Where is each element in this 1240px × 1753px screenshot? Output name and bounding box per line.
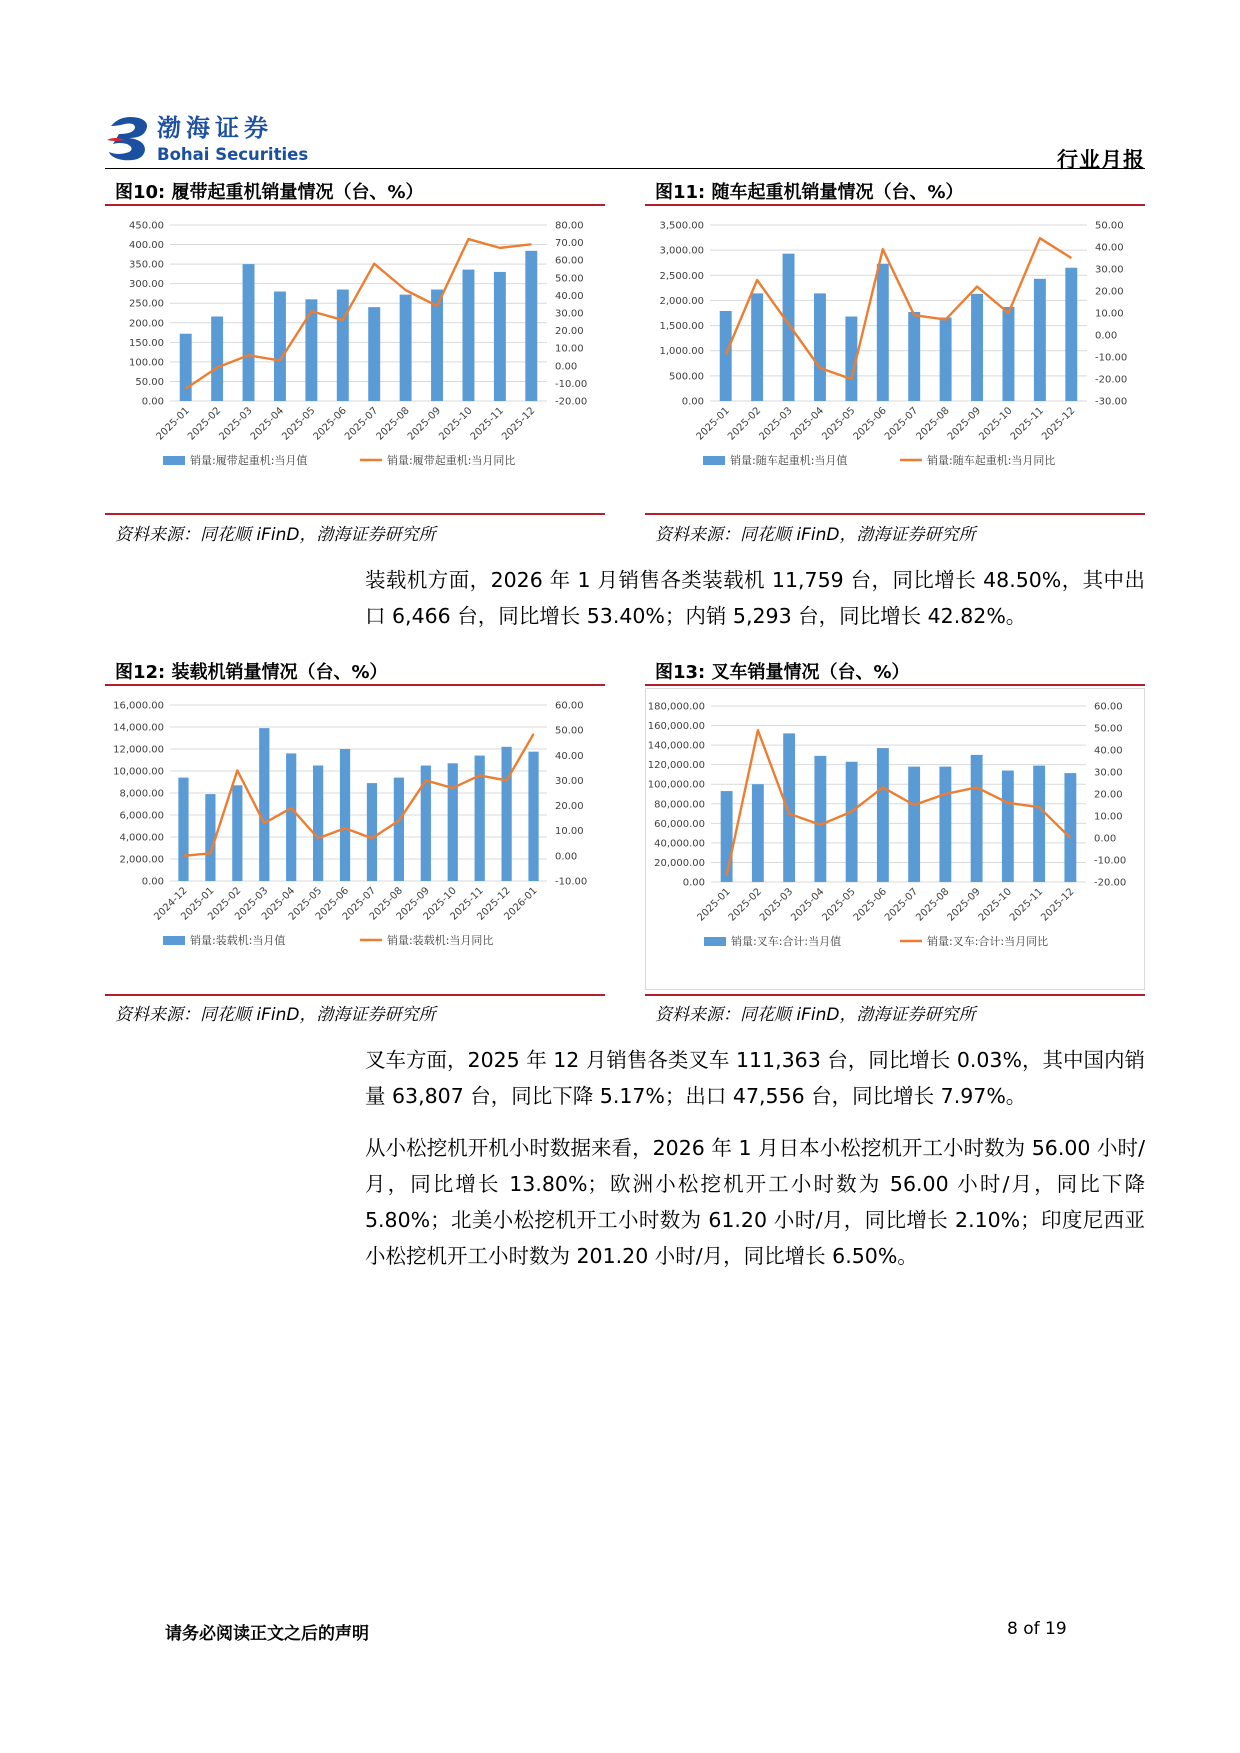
right-axis-tick-label: 30.00: [1094, 767, 1123, 779]
header-divider: [105, 168, 1145, 169]
bar: [1033, 766, 1045, 882]
category-tick-label: 2025-06: [851, 886, 889, 924]
left-axis-tick-label: 140,000.00: [647, 740, 705, 752]
right-axis-tick-label: 70.00: [555, 238, 584, 250]
bar: [313, 766, 323, 882]
category-tick-label: 2025-09: [394, 885, 432, 923]
line-point: [977, 286, 978, 287]
right-axis-tick-label: 60.00: [555, 700, 584, 712]
right-axis-tick-label: 30.00: [555, 308, 584, 320]
bar: [286, 753, 296, 881]
category-tick-label: 2025-04: [788, 405, 827, 443]
right-axis-tick-label: 20.00: [1094, 789, 1123, 801]
line-point: [405, 290, 406, 291]
right-axis-tick-label: -20.00: [1095, 374, 1128, 386]
line-point: [374, 263, 375, 264]
left-axis-tick-label: 120,000.00: [647, 760, 705, 772]
bar: [525, 251, 537, 401]
figure-12-chart: [105, 688, 605, 990]
bar: [394, 778, 404, 881]
bar: [751, 293, 763, 401]
right-axis-tick-label: 10.00: [1094, 811, 1123, 823]
figure-13-source: 资料来源：同花顺 iFinD，渤海证券研究所: [655, 1005, 976, 1025]
bar: [400, 295, 412, 401]
left-axis-tick-label: 0.00: [681, 396, 704, 408]
figure-10-bottom-rule: [105, 513, 605, 515]
category-tick-label: 2025-10: [437, 405, 475, 443]
line-point: [531, 244, 532, 245]
right-axis-tick-label: -10.00: [1095, 352, 1128, 364]
right-axis-tick-label: 50.00: [555, 725, 584, 737]
category-tick-label: 2025-12: [500, 405, 538, 443]
category-tick-label: 2025-12: [1040, 405, 1078, 443]
category-tick-label: 2025-03: [757, 886, 796, 924]
right-axis-tick-label: 30.00: [555, 775, 584, 787]
bar: [720, 311, 732, 401]
report-type-label: 行业月报: [1057, 148, 1145, 172]
figure-11-title: 图11: 随车起重机销量情况（台、%）: [655, 182, 964, 203]
line-point: [437, 305, 438, 306]
right-axis-tick-label: 20.00: [555, 801, 584, 813]
line-point: [425, 780, 426, 781]
left-axis-tick-label: 150.00: [129, 337, 164, 349]
logo-cn-text: 渤海证券: [157, 114, 273, 142]
line-point: [757, 280, 758, 281]
bar: [877, 264, 889, 401]
bar: [877, 748, 889, 882]
left-axis-tick-label: 2,500.00: [659, 270, 704, 282]
left-axis-tick-label: 250.00: [129, 298, 164, 310]
legend-label-line: 销量:叉车:合计:当月同比: [927, 935, 1049, 948]
right-axis-tick-label: 50.00: [1094, 723, 1123, 735]
figure-13-chart: [645, 688, 1145, 990]
figure-11-chart: [645, 208, 1145, 510]
left-axis-tick-label: 100.00: [129, 357, 164, 369]
bar: [274, 291, 286, 401]
line-point: [1008, 313, 1009, 314]
legend-swatch-bar: [163, 936, 185, 945]
line-point: [217, 367, 218, 368]
legend-label-line: 销量:履带起重机:当月同比: [387, 454, 516, 467]
category-tick-label: 2025-06: [313, 885, 352, 923]
category-tick-label: 2025-02: [206, 885, 244, 923]
category-tick-label: 2025-01: [179, 885, 217, 923]
line-point: [914, 805, 915, 806]
category-tick-label: 2025-04: [259, 885, 298, 923]
line-point: [851, 379, 852, 380]
category-tick-label: 2025-08: [367, 885, 406, 923]
bar: [908, 312, 920, 401]
category-tick-label: 2025-11: [448, 885, 486, 923]
left-axis-tick-label: 40,000.00: [654, 838, 705, 850]
bar: [1034, 279, 1046, 401]
legend-label-bar: 销量:履带起重机:当月值: [190, 454, 308, 467]
line-point: [726, 875, 727, 876]
line-point: [279, 360, 280, 361]
line-point: [945, 794, 946, 795]
right-axis-tick-label: 30.00: [1095, 264, 1124, 276]
line-point: [851, 811, 852, 812]
bar: [721, 791, 733, 882]
category-tick-label: 2025-03: [757, 405, 795, 443]
category-tick-label: 2025-07: [342, 405, 381, 443]
category-tick-label: 2025-02: [725, 405, 764, 443]
category-tick-label: 2025-11: [1008, 405, 1046, 443]
figure-12-source: 资料来源：同花顺 iFinD，渤海证券研究所: [115, 1005, 436, 1025]
line-point: [789, 813, 790, 814]
bar: [340, 749, 350, 881]
line-point: [345, 828, 346, 829]
figure-11-source: 资料来源：同花顺 iFinD，渤海证券研究所: [655, 525, 976, 545]
line-point: [1071, 258, 1072, 259]
category-tick-label: 2025-06: [851, 405, 889, 443]
line-point: [788, 324, 789, 325]
line-point: [479, 775, 480, 776]
left-axis-tick-label: 0.00: [141, 876, 164, 888]
line-point: [1007, 802, 1008, 803]
category-tick-label: 2025-05: [820, 405, 858, 443]
line-point: [237, 770, 238, 771]
bar: [305, 299, 317, 401]
series-line: [186, 239, 532, 389]
bar: [211, 317, 223, 401]
left-axis-tick-label: 500.00: [669, 371, 704, 383]
right-axis-tick-label: 0.00: [555, 851, 578, 863]
right-axis-tick-label: -20.00: [1094, 877, 1127, 889]
bar: [205, 794, 215, 881]
left-axis-tick-label: 60,000.00: [654, 818, 705, 830]
figure-12-bottom-rule: [105, 994, 605, 996]
legend-swatch-bar: [704, 937, 726, 946]
right-axis-tick-label: 40.00: [555, 750, 584, 762]
line-point: [1039, 238, 1040, 239]
figure-12-title: 图12: 装载机销量情况（台、%）: [115, 662, 388, 683]
bar: [783, 733, 795, 882]
category-tick-label: 2025-09: [945, 405, 984, 443]
right-axis-tick-label: 40.00: [1094, 745, 1123, 757]
left-axis-tick-label: 1,500.00: [659, 321, 704, 333]
left-axis-tick-label: 1,000.00: [659, 346, 704, 358]
line-point: [264, 823, 265, 824]
left-axis-tick-label: 450.00: [129, 220, 164, 232]
line-point: [371, 838, 372, 839]
bar: [528, 752, 538, 881]
line-point: [1070, 837, 1071, 838]
category-tick-label: 2026-01: [502, 885, 540, 923]
left-axis-tick-label: 2,000.00: [119, 854, 164, 866]
line-point: [725, 354, 726, 355]
line-point: [318, 838, 319, 839]
bar: [367, 783, 377, 881]
category-tick-label: 2025-07: [882, 886, 921, 924]
category-tick-label: 2025-03: [217, 405, 255, 443]
category-tick-label: 2025-02: [185, 405, 224, 443]
bar: [971, 294, 983, 401]
category-tick-label: 2025-08: [914, 886, 952, 924]
legend-label-bar: 销量:装载机:当月值: [190, 934, 286, 947]
left-axis-tick-label: 400.00: [129, 240, 164, 252]
figure-11-bottom-rule: [645, 513, 1145, 515]
left-axis-tick-label: 100,000.00: [647, 779, 705, 791]
right-axis-tick-label: 0.00: [1094, 833, 1117, 845]
right-axis-tick-label: 60.00: [555, 255, 584, 267]
right-axis-tick-label: 20.00: [555, 326, 584, 338]
bar: [232, 785, 242, 881]
left-axis-tick-label: 10,000.00: [113, 766, 164, 778]
category-tick-label: 2025-12: [475, 885, 513, 923]
line-point: [533, 733, 534, 734]
left-axis-tick-label: 2,000.00: [659, 295, 704, 307]
right-axis-tick-label: 40.00: [555, 290, 584, 302]
left-axis-tick-label: 0.00: [141, 396, 164, 408]
line-point: [882, 249, 883, 250]
category-tick-label: 2025-10: [976, 886, 1014, 924]
bar: [1002, 307, 1014, 401]
line-point: [976, 787, 977, 788]
figure-13-title: 图13: 叉车销量情况（台、%）: [655, 662, 910, 683]
line-point: [819, 368, 820, 369]
bar: [940, 318, 952, 401]
category-tick-label: 2025-08: [914, 405, 952, 443]
paragraph-forklift: 叉车方面，2025 年 12 月销售各类叉车 111,363 台，同比增长 0.03%，其中国内销量 63,807 台，同比下降 5.17%；出口 47,556 台，同比增长 7.97%。: [365, 1048, 1145, 1108]
right-axis-tick-label: -20.00: [555, 396, 588, 408]
footer-disclaimer-note: 请务必阅读正文之后的声明: [165, 1624, 369, 1644]
legend-swatch-bar: [703, 456, 725, 465]
line-point: [185, 388, 186, 389]
legend-label-bar: 销量:随车起重机:当月值: [730, 454, 848, 467]
line-point: [291, 808, 292, 809]
logo-en-text: Bohai Securities: [157, 145, 309, 164]
bar: [178, 778, 188, 881]
left-axis-tick-label: 160,000.00: [647, 721, 705, 733]
paragraph-komatsu-hours: 从小松挖机开机小时数据来看，2026 年 1 月日本小松挖机开工小时数为 56.00 小时/月，同比增长 13.80%；欧洲小松挖机开工小时数为 56.00 小时/月，同比下降 5.80%；北美小松挖机开工小时数为 61.20 小时/月，同比增长 2.10%；印度尼西亚小松挖机开工小时数为 201.20 小时/月，同比增长 6.50%。: [365, 1136, 1145, 1268]
line-point: [468, 239, 469, 240]
line-point: [398, 820, 399, 821]
line-point: [506, 780, 507, 781]
line-point: [1039, 807, 1040, 808]
right-axis-tick-label: 80.00: [555, 220, 584, 232]
bar: [243, 264, 255, 401]
category-tick-label: 2025-09: [405, 405, 444, 443]
category-tick-label: 2025-05: [286, 885, 325, 923]
legend-label-line: 销量:随车起重机:当月同比: [927, 454, 1056, 467]
figure-10-title: 图10: 履带起重机销量情况（台、%）: [115, 182, 424, 203]
left-axis-tick-label: 180,000.00: [647, 701, 705, 713]
bar: [971, 755, 983, 882]
bar: [1064, 773, 1076, 882]
right-axis-tick-label: 10.00: [555, 826, 584, 838]
bar: [814, 293, 826, 401]
left-axis-tick-label: 12,000.00: [113, 744, 164, 756]
line-point: [311, 311, 312, 312]
category-tick-label: 2025-04: [789, 886, 827, 924]
line-point: [914, 315, 915, 316]
line-point: [183, 855, 184, 856]
category-tick-label: 2025-11: [1007, 886, 1046, 924]
legend-swatch-bar: [163, 456, 185, 465]
category-tick-label: 2025-03: [233, 885, 271, 923]
left-axis-tick-label: 3,000.00: [659, 245, 704, 257]
left-axis-tick-label: 200.00: [129, 318, 164, 330]
right-axis-tick-label: 50.00: [555, 273, 584, 285]
left-axis-tick-label: 20,000.00: [654, 857, 705, 869]
right-axis-tick-label: 20.00: [1095, 286, 1124, 298]
right-axis-tick-label: 50.00: [1095, 220, 1124, 232]
bar: [501, 747, 511, 881]
category-tick-label: 2025-01: [694, 405, 732, 443]
bar: [939, 767, 951, 882]
right-axis-tick-label: -30.00: [1095, 396, 1128, 408]
category-tick-label: 2025-10: [977, 405, 1015, 443]
category-tick-label: 2024-12: [152, 885, 190, 923]
left-axis-tick-label: 0.00: [682, 877, 705, 889]
right-axis-tick-label: 40.00: [1095, 242, 1124, 254]
right-axis-tick-label: 10.00: [555, 343, 584, 355]
line-point: [210, 853, 211, 854]
figure-10-top-rule: [105, 204, 605, 206]
figure-13-bottom-rule: [645, 994, 1145, 996]
bar: [494, 272, 506, 401]
left-axis-tick-label: 14,000.00: [113, 722, 164, 734]
category-tick-label: 2025-01: [154, 405, 192, 443]
left-axis-tick-label: 6,000.00: [119, 810, 164, 822]
right-axis-tick-label: -10.00: [555, 378, 588, 390]
category-tick-label: 2025-05: [820, 886, 858, 924]
line-point: [499, 247, 500, 248]
bar: [783, 254, 795, 401]
category-tick-label: 2025-07: [340, 885, 379, 923]
line-point: [248, 355, 249, 356]
bar: [337, 290, 349, 401]
legend-label-bar: 销量:叉车:合计:当月值: [731, 935, 842, 948]
right-axis-tick-label: 60.00: [1094, 701, 1123, 713]
bar: [908, 767, 920, 882]
figure-13-top-rule: [645, 684, 1145, 686]
category-tick-label: 2025-01: [695, 886, 733, 924]
line-point: [342, 320, 343, 321]
bar: [814, 756, 826, 882]
series-line: [726, 238, 1072, 379]
logo-mark-icon: [107, 117, 147, 160]
bar: [752, 784, 764, 882]
figure-10-chart: [105, 208, 605, 510]
left-axis-tick-label: 350.00: [129, 259, 164, 271]
series-line: [727, 730, 1071, 875]
bar: [259, 728, 269, 881]
left-axis-tick-label: 16,000.00: [113, 700, 164, 712]
left-axis-tick-label: 3,500.00: [659, 220, 704, 232]
category-tick-label: 2025-04: [248, 405, 287, 443]
category-tick-label: 2025-10: [421, 885, 459, 923]
bar: [448, 763, 458, 881]
bar: [462, 270, 474, 401]
right-axis-tick-label: 10.00: [1095, 308, 1124, 320]
right-axis-tick-label: 0.00: [1095, 330, 1118, 342]
bar: [421, 766, 431, 882]
bar: [368, 307, 380, 401]
category-tick-label: 2025-06: [311, 405, 349, 443]
category-tick-label: 2025-11: [468, 405, 506, 443]
bar: [846, 762, 858, 882]
category-tick-label: 2025-02: [726, 886, 764, 924]
left-axis-tick-label: 80,000.00: [654, 799, 705, 811]
category-tick-label: 2025-12: [1039, 886, 1077, 924]
line-point: [452, 787, 453, 788]
figure-10-source: 资料来源：同花顺 iFinD，渤海证券研究所: [115, 525, 436, 545]
left-axis-tick-label: 50.00: [135, 376, 164, 388]
bar: [180, 334, 192, 401]
left-axis-tick-label: 8,000.00: [119, 788, 164, 800]
company-logo: [105, 110, 335, 166]
figure-12-top-rule: [105, 684, 605, 686]
line-point: [820, 824, 821, 825]
paragraph-loader: 装载机方面，2026 年 1 月销售各类装载机 11,759 台，同比增长 48.50%，其中出口 6,466 台，同比增长 53.40%；内销 5,293 台，同比增长 42.82%。: [365, 568, 1145, 628]
right-axis-tick-label: 0.00: [555, 361, 578, 373]
right-axis-tick-label: -10.00: [1094, 855, 1127, 867]
page-number: 8 of 19: [1007, 1619, 1067, 1639]
category-tick-label: 2025-07: [882, 405, 921, 443]
line-point: [757, 730, 758, 731]
category-tick-label: 2025-05: [280, 405, 318, 443]
bar: [1065, 268, 1077, 401]
line-point: [945, 319, 946, 320]
right-axis-tick-label: -10.00: [555, 876, 588, 888]
left-axis-tick-label: 4,000.00: [119, 832, 164, 844]
line-point: [882, 787, 883, 788]
category-tick-label: 2025-09: [945, 886, 983, 924]
left-axis-tick-label: 300.00: [129, 279, 164, 291]
figure-11-top-rule: [645, 204, 1145, 206]
category-tick-label: 2025-08: [374, 405, 412, 443]
bar: [1002, 771, 1014, 882]
legend-label-line: 销量:装载机:当月同比: [387, 934, 494, 947]
